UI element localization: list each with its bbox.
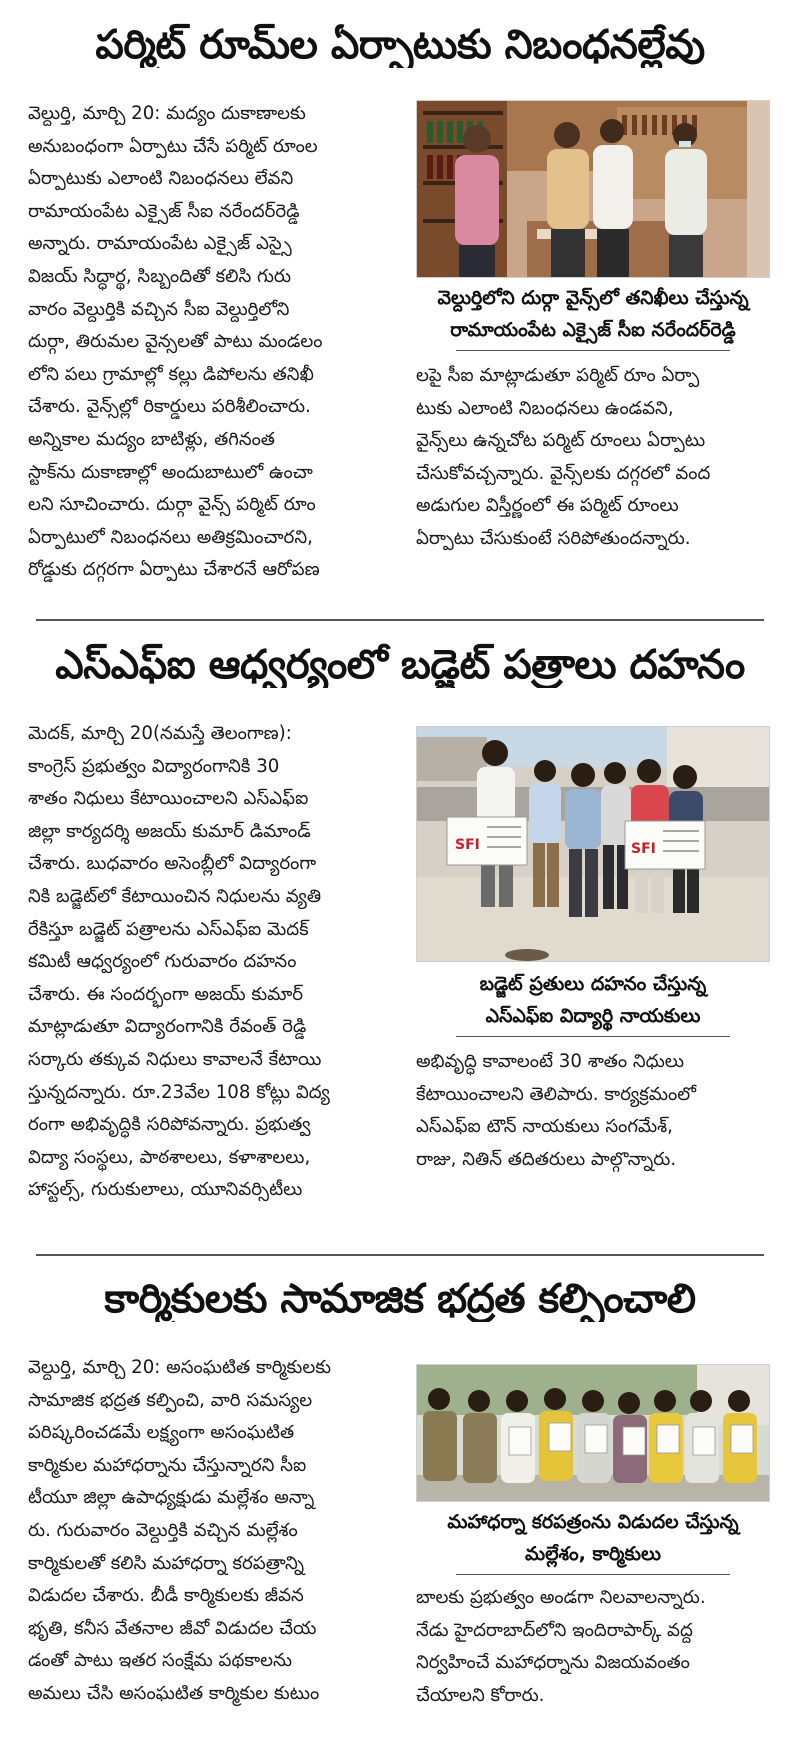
photo-caption: బడ్జెట్ ప్రతులు దహనం చేస్తున్న ఎస్‌ఎఫ్‌ఐ విద్యార్థి నాయకులు: [479, 973, 707, 1027]
body-text: మెదక్, మార్చి 20(నమస్తే తెలంగాణ): కాంగ్రెస్ ప్రభుత్వం విద్యారంగానికి 30 శాతం నిధులు కేటాయించాలని ఎస్‌ఎఫ్‌ఐ జిల్లా కార్యదర్శి అజయ్ కుమార్ డిమాండ్ చేశారు. బుధవారం అసెంబ్లీలో విద్యారంగా నికి బడ్జెట్‌లో కేటాయించిన నిధులను వ్యతి రేకిస్తూ బడ్జెట్ పత్రాలను ఎస్‌ఎఫ్‌ఐ మెదక్ కమిటీ ఆధ్వర్యంలో గురువారం దహనం చేశారు. ఈ సందర్భంగా అజయ్ కుమార్ మాట్లాడుతూ విద్యారంగానికి రేవంత్ రెడ్డి సర్కారు తక్కువ నిధులు కావాలనే కేటాయి స్తున్నదన్నారు. రూ.23వేల 108 కోట్లు విద్య రంగా అభివృద్ధికి సరిపోవన్నారు. ప్రభుత్వ విద్యా సంస్థలు, పాఠశాలలు, కళాశాలలు, హాస్టల్స్, గురుకులాలు, యూనివర్సిటీలు: [28, 723, 330, 1201]
photo-liquor-store-inspection: [417, 101, 770, 278]
section-divider: [36, 1254, 764, 1256]
article-photo-column: [416, 726, 770, 1226]
photo-workers-pamphlet: [417, 1365, 770, 1502]
article-body-left: [28, 98, 386, 587]
body-text-continued: బాలకు ప్రభుత్వం అండగా నిలవాలన్నారు. నేడు హైదరాబాద్‌లోని ఇందిరాపార్క్ వద్ద నిర్వహించే మహాధర్నాను విజయవంతం చేయాలని కోరారు.: [416, 1587, 706, 1706]
section-divider: [36, 619, 764, 621]
caption-divider: [456, 1036, 730, 1037]
placard-text: SFI: [631, 841, 656, 857]
body-text-continued: లపై సీఐ మాట్లాడుతూ పర్మిట్ రూం ఏర్పా టుకు ఎలాంటి నిబంధనలు ఉండవని, వైన్స్‌లు ఉన్నచోట పర్మిట్ రూంలు ఏర్పాటు చేసుకోవచ్చన్నారు. వైన్స్‌లకు దగ్గరలో వంద అడుగుల విస్తీర్ణంలో ఈ పర్మిట్ రూంలు ఏర్పాటు చేసుకుంటే సరిపోతుందన్నారు.: [416, 365, 711, 549]
body-text-continued: అభివృద్ధి కావాలంటే 30 శాతం నిధులు కేటాయించాలని తెలిపారు. కార్యక్రమంలో ఎస్‌ఎఫ్‌ఐ టౌన్ నాయకులు సంగమేశ్, రాజు, నితిన్ తదితరులు పాల్గొన్నారు.: [416, 1051, 696, 1170]
photo-caption: వెల్దుర్తిలోని దుర్గా వైన్స్‌లో తనిఖీలు చేస్తున్న రామాయంపేట ఎక్సైజ్ సీఐ నరేందర్‌రెడ్డి: [437, 287, 749, 341]
article-body-left: [28, 1352, 386, 1711]
article-body-left: [28, 718, 386, 1207]
caption-divider: [456, 1574, 730, 1575]
headline: కార్మికులకు సామాజిక భద్రత కల్పించాలి: [104, 1276, 696, 1322]
headline: పర్మిట్ రూమ్‌ల ఏర్పాటుకు నిబంధనల్లేవు: [95, 22, 705, 68]
article-photo-column: [416, 100, 770, 610]
photo-caption: మహాధర్నా కరపత్రంను విడుదల చేస్తున్న మల్లేశం, కార్మికులు: [447, 1511, 739, 1565]
placard-text: SFI: [455, 837, 480, 853]
photo-sfi-protest: [417, 727, 770, 962]
body-text: వెల్దుర్తి, మార్చి 20: అసంఘటిత కార్మికులకు సామాజిక భద్రత కల్పించి, వారి సమస్యల పరిష్కరించడమే లక్ష్యంగా అసంఘటిత కార్మికుల మహాధర్నాను చేస్తున్నారని సీఐ టీయూ జిల్లా ఉపాధ్యక్షుడు మల్లేశం అన్నా రు. గురువారం వెల్దుర్తికి వచ్చిన మల్లేశం కార్మికులతో కలిసి మహాధర్నా కరపత్రాన్ని విడుదల చేశారు. బీడీ కార్మికులకు జీవన భృతి, కనీస వేతనాల జీవో విడుదల చేయ డంతో పాటు ఇతర సంక్షేమ పథకాలను అమలు చేసి అసంఘటిత కార్మికుల కుటుం: [28, 1357, 331, 1704]
news-photo-workers-pamphlet: [416, 1364, 770, 1502]
caption-divider: [456, 350, 730, 351]
article-workers-social-security: [28, 1268, 772, 1748]
article-sfi-budget-protest: [28, 632, 772, 1232]
headline: ఎస్‌ఎఫ్‌ఐ ఆధ్వర్యంలో బడ్జెట్ పత్రాలు దహనం: [55, 642, 745, 688]
article-permit-rooms: [28, 14, 772, 614]
article-photo-column: [416, 1364, 770, 1744]
news-photo-liquor-store-inspection: [416, 100, 770, 278]
news-photo-sfi-protest: [416, 726, 770, 962]
body-text: వెల్దుర్తి, మార్చి 20: మద్యం దుకాణాలకు అనుబంధంగా ఏర్పాటు చేసే పర్మిట్ రూంల ఏర్పాటుకు ఎలాంటి నిబంధనలు లేవని రామాయంపేట ఎక్సైజ్ సీఐ నరేందర్‌రెడ్డి అన్నారు. రామాయంపేట ఎక్సైజ్ ఎస్సై విజయ్ సిద్ధార్థ, సిబ్బందితో కలిసి గురు వారం వెల్దుర్తికి వచ్చిన సీఐ వెల్దుర్తిలోని దుర్గా, తిరుమల వైన్సలతో పాటు మండలం లోని పలు గ్రామాల్లో కల్లు డిపోలను తనిఖీ చేశారు. వైన్స్‌ల్లో రికార్డులు పరిశీలించారు. అన్నికాల మద్యం బాటిళ్లు, తగినంత స్టాక్‌ను దుకాణాల్లో అందుబాటులో ఉంచా లని సూచించారు. దుర్గా వైన్స్ పర్మిట్ రూం ఏర్పాటులో నిబంధనలు అతిక్రమించారని, రోడ్డుకు దగ్గరగా ఏర్పాటు చేశారనే ఆరోపణ: [28, 103, 323, 581]
